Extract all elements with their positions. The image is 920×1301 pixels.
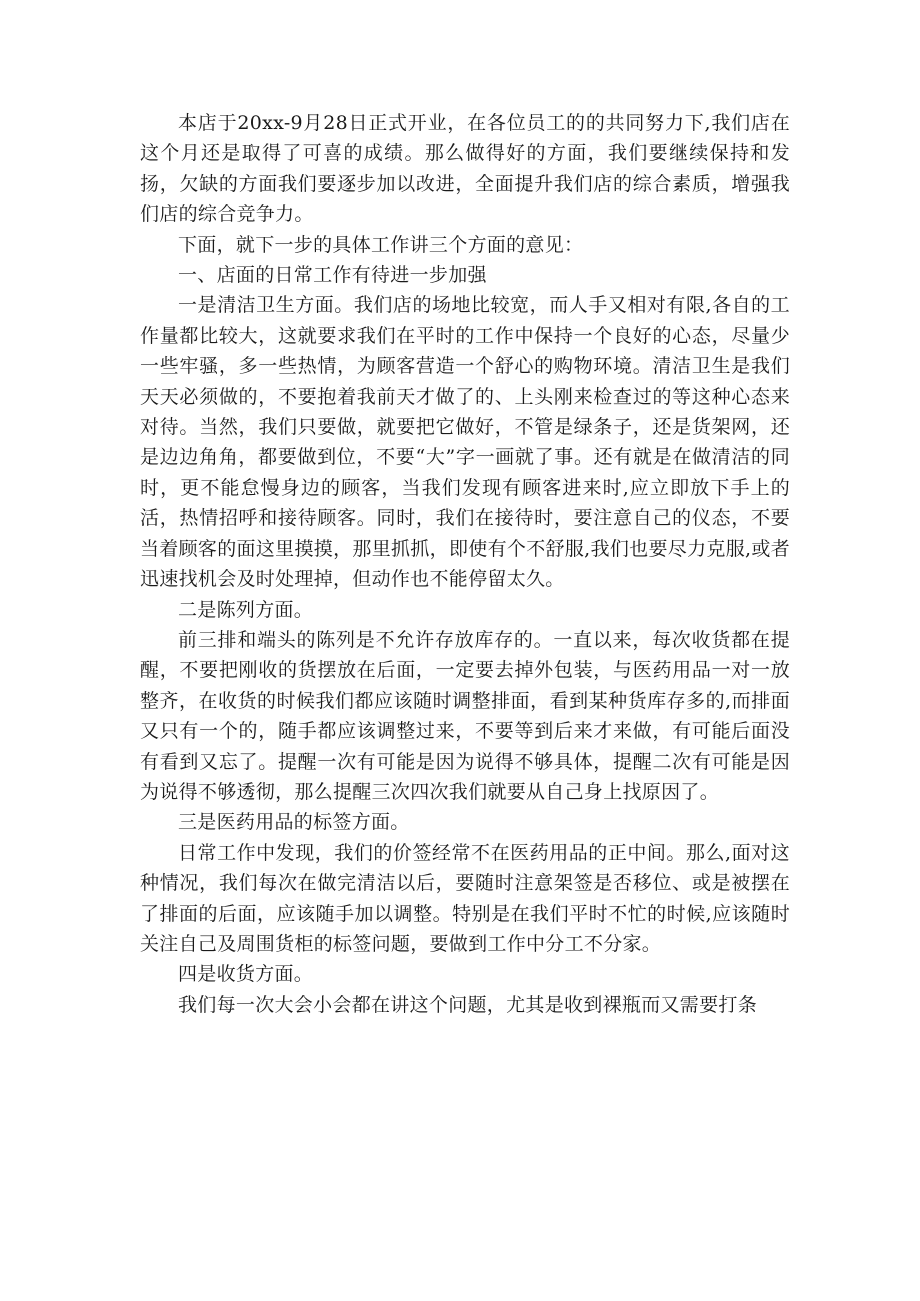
subheading-receiving: 四是收货方面。 — [178, 963, 314, 986]
paragraph-labels: 日常工作中发现，我们的价签经常不在医药用品的正中间。那么,面对这种情况，我们每次在做完清洁以后，要随时注意架签是否移位、或是被摆在了排面的后面，应该随手加以调整。特别是在我们平时不忙的时候,应该随时关注自己及周围货柜的标签问题，要做到工作中分工不分家。 — [140, 841, 790, 955]
subheading-display: 二是陈列方面。 — [178, 598, 314, 621]
paragraph-display: 前三排和端头的陈列是不允许存放库存的。一直以来，每次收货都在提醒，不要把刚收的货摆放在后面，一定要去掉外包装，与医药用品一对一放整齐，在收货的时候我们都应该随时调整排面，看到某种货库存多的,而排面又只有一个的，随手都应该调整过来，不要等到后来才来做，有可能后面没有看到又忘了。提醒一次有可能是因为说得不够具体，提醒二次有可能是因为说得不够透彻，那么提醒三次四次我们就要从自己身上找原因了。 — [140, 628, 790, 803]
subheading-labels: 三是医药用品的标签方面。 — [178, 811, 410, 834]
paragraph-intro: 下面，就下一步的具体工作讲三个方面的意见： — [178, 233, 584, 256]
paragraph-receiving: 我们每一次大会小会都在讲这个问题，尤其是收到裸瓶而又需要打条 — [178, 993, 758, 1016]
paragraph-cleaning: 一是清洁卫生方面。我们店的场地比较宽，而人手又相对有限,各自的工作量都比较大，这就要求我们在平时的工作中保持一个良好的心态，尽量少一些牢骚，多一些热情，为顾客营造一个舒心的购物环境。清洁卫生是我们天天必须做的，不要抱着我前天才做了的、上头刚来检查过的等这种心态来对待。当然，我们只要做，就要把它做好，不管是绿条子，还是货架网，还是边边角角，都要做到位，不要“大”字一画就了事。还有就是在做清洁的同时，更不能怠慢身边的顾客，当我们发现有顾客进来时,应立即放下手上的活，热情招呼和接待顾客。同时，我们在接待时，要注意自己的仪态，不要当着顾客的面这里摸摸，那里抓抓，即使有个不舒服,我们也要尽力克服,或者迅速找机会及时处理掉，但动作也不能停留太久。 — [140, 294, 790, 591]
document-body — [140, 108, 790, 1020]
paragraph-opening: 本店于20xx-9月28日正式开业，在各位员工的的共同努力下,我们店在这个月还是取得了可喜的成绩。那么做得好的方面，我们要继续保持和发扬，欠缺的方面我们要逐步加以改进，全面提升我们店的综合素质，增强我们店的综合竞争力。 — [140, 112, 790, 226]
section-heading-1: 一、店面的日常工作有待进一步加强 — [178, 264, 487, 287]
